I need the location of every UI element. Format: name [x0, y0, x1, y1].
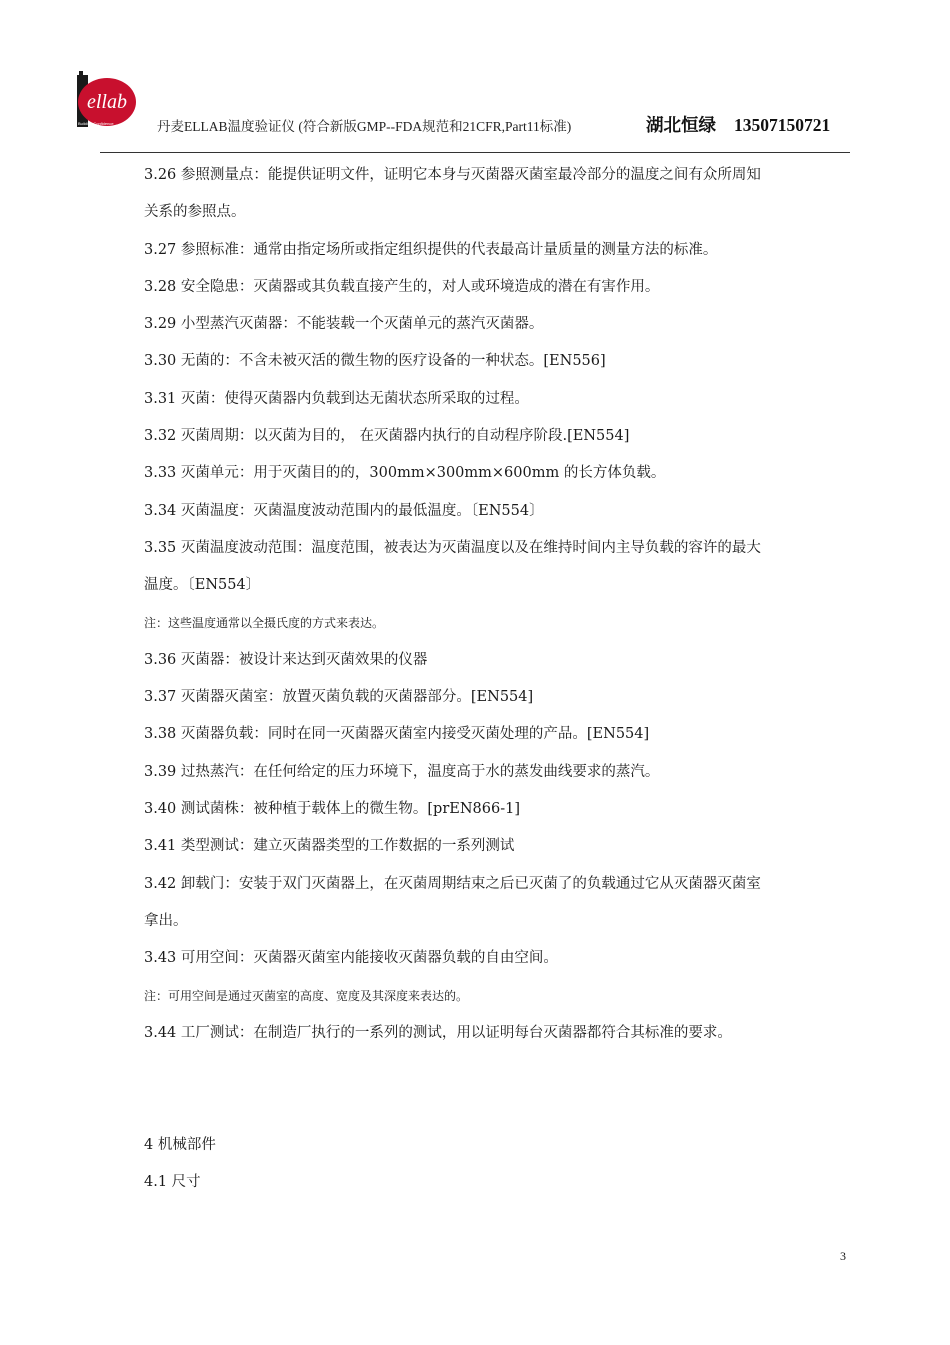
page-number: 3 — [840, 1249, 846, 1263]
text-line: 3.36 灭菌器：被设计来达到灭菌效果的仪器 — [144, 651, 428, 668]
text-line: 3.30 无菌的：不含未被灭活的微生物的医疗设备的一种状态。[EN556] — [144, 353, 606, 370]
text-line: 3.39 过热蒸汽：在任何给定的压力环境下，温度高于水的蒸发曲线要求的蒸汽。 — [144, 763, 660, 780]
text-line: 3.29 小型蒸汽灭菌器：不能装载一个灭菌单元的蒸汽灭菌器。 — [144, 316, 544, 333]
text-line: 3.41 类型测试：建立灭菌器类型的工作数据的一系列测试 — [144, 838, 515, 855]
header-divider — [100, 152, 850, 153]
text-line: 3.26 参照测量点：能提供证明文件，证明它本身与灭菌器灭菌室最冷部分的温度之间有众所周知 — [144, 167, 761, 183]
text-line: 3.32 灭菌周期：以灭菌为目的， 在灭菌器内执行的自动程序阶段.[EN554] — [144, 428, 630, 445]
header-title: 丹麦ELLAB温度验证仪 (符合新版GMP--FDA规范和21CFR,Part11标准) — [157, 119, 572, 134]
note-line: 注：可用空间是通过灭菌室的高度、宽度及其深度来表达的。 — [144, 988, 469, 1003]
section-spacer — [144, 1052, 856, 1127]
text-line: 3.44 工厂测试：在制造厂执行的一系列的测试，用以证明每台灭菌器都符合其标准的要求。 — [144, 1024, 732, 1041]
text-line: 拿出。 — [144, 912, 188, 929]
ellab-logo — [74, 70, 138, 132]
text-line: 3.31 灭菌：使得灭菌器内负载到达无菌状态所采取的过程。 — [144, 390, 529, 407]
text-line: 3.37 灭菌器灭菌室：放置灭菌负载的灭菌器部分。[EN554] — [144, 689, 534, 706]
text-line: 关系的参照点。 — [144, 204, 246, 221]
company-name: 湖北恒绿 — [646, 115, 716, 135]
text-line: 3.27 参照标准：通常由指定场所或指定组织提供的代表最高计量质量的测量方法的标准。 — [144, 241, 718, 258]
text-line: 3.42 卸载门：安装于双门灭菌器上，在灭菌周期结束之后已灭菌了的负载通过它从灭菌器灭菌室 — [144, 875, 761, 892]
logo-wordmark: ellab — [87, 91, 127, 113]
phone-number: 13507150721 — [734, 115, 831, 135]
text-line: 3.33 灭菌单元：用于灭菌目的的，300mm×300mm×600mm 的长方体负载。 — [144, 465, 666, 482]
text-line: 3.43 可用空间：灭菌器灭菌室内能接收灭菌器负载的自由空间。 — [144, 950, 558, 967]
text-line: 温度。〔EN554〕 — [144, 577, 261, 594]
header-contact — [646, 112, 830, 137]
text-line: 3.28 安全隐患：灭菌器或其负载直接产生的，对人或环境造成的潜在有害作用。 — [144, 278, 660, 295]
text-line: 3.35 灭菌温度波动范围：温度范围，被表达为灭菌温度以及在维持时间内主导负载的容许的最大 — [144, 539, 761, 556]
section-heading: 4 机械部件 — [144, 1136, 216, 1153]
text-line: 3.38 灭菌器负载：同时在同一灭菌器灭菌室内接受灭菌处理的产品。[EN554] — [144, 726, 650, 743]
text-line: 3.34 灭菌温度：灭菌温度波动范围内的最低温度。〔EN554〕 — [144, 502, 544, 519]
ellab-logo-graphic — [74, 70, 138, 132]
document-body — [144, 157, 856, 1201]
subsection-heading: 4.1 尺寸 — [144, 1174, 201, 1191]
text-line: 3.40 测试菌株：被种植于载体上的微生物。[prEN866-1] — [144, 801, 520, 818]
note-line: 注：这些温度通常以全摄氏度的方式来表达。 — [144, 615, 385, 630]
logo-tagline: Building Confidence — [78, 121, 114, 126]
